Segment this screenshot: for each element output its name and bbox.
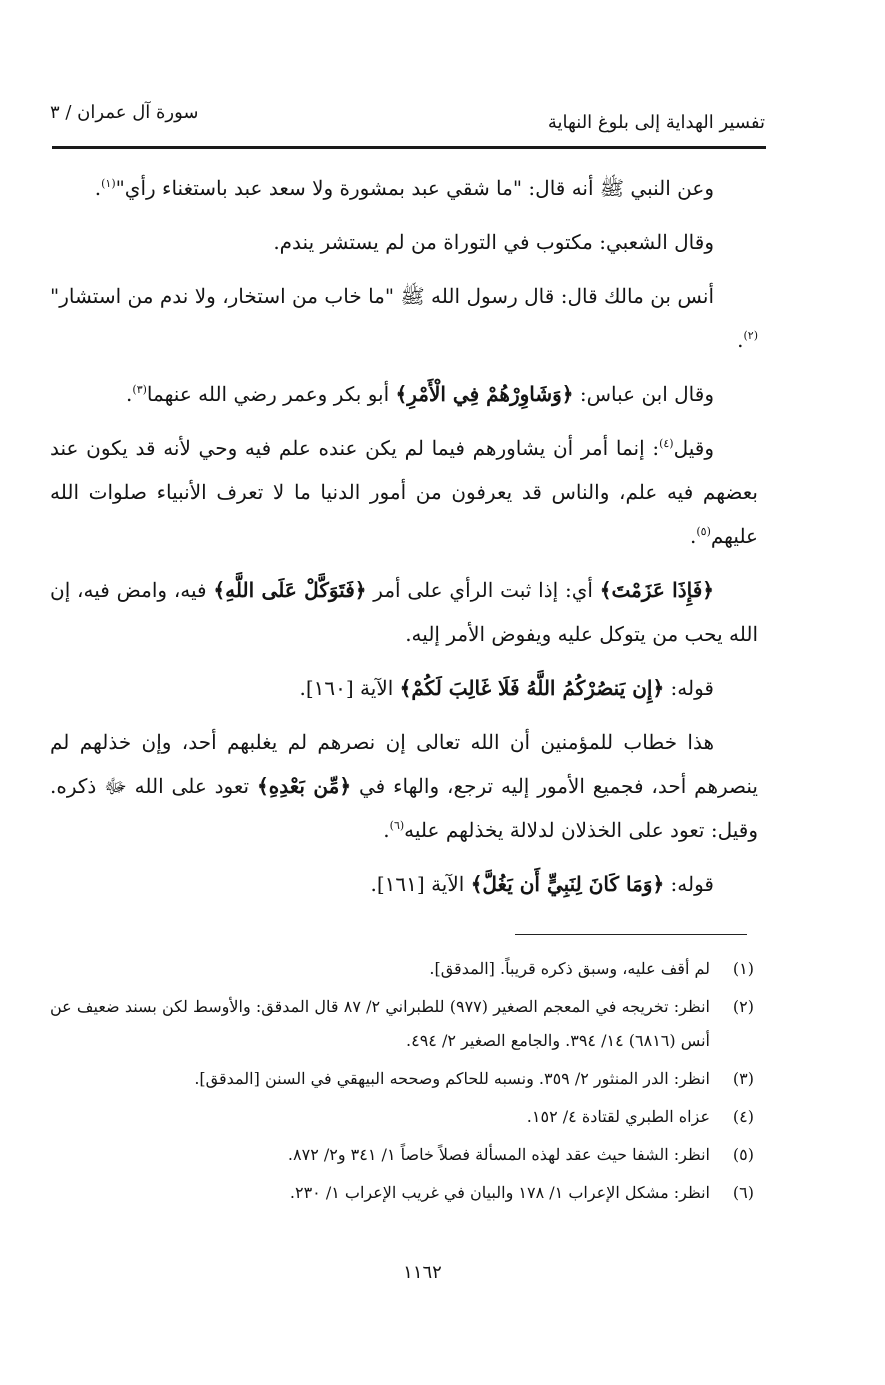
paragraph-text: الآية [١٦١]. — [370, 872, 471, 896]
quran-quote: ﴿فَتَوَكَّلْ عَلَى اللَّهِ﴾ — [213, 578, 367, 602]
paragraph-text: أنس بن مالك قال: قال رسول الله ﷺ "ما خاب من استخار، ولا ندم من استشار" — [50, 284, 715, 308]
punctuation: . — [737, 328, 744, 352]
punctuation: . — [690, 524, 697, 548]
header-divider — [52, 146, 766, 149]
paragraph-text: أبو بكر وعمر رضي الله عنهما — [146, 382, 396, 406]
quran-quote: ﴿فَإِذَا عَزَمْتَ﴾ — [599, 578, 714, 602]
footnote-item — [50, 1062, 758, 1096]
footnote-ref: (٢) — [743, 329, 758, 342]
paragraph-text: فيه، وامض فيه، إن الله يحب من يتوكل عليه ويفوض الأمر إليه. — [50, 578, 758, 646]
footnote-number: (٥) — [732, 1145, 754, 1164]
paragraph-1 — [50, 166, 758, 210]
paragraph-text: أي: إذا ثبت الرأي على أمر — [366, 578, 600, 602]
paragraph-8 — [50, 720, 758, 852]
paragraph-text: تعود على الله ﷻ ذكره. وقيل: تعود على الخذلان لدلالة يخذلهم عليه — [50, 774, 758, 842]
punctuation: . — [94, 176, 102, 200]
page-number: ١١٦٢ — [403, 1262, 442, 1283]
paragraph-4 — [50, 372, 758, 416]
footnote-number: (٦) — [732, 1183, 754, 1202]
paragraph-5 — [50, 426, 758, 558]
footnote-text: انظر: الشفا حيث عقد لهذه المسألة فصلاً خاصاً ١/ ٣٤١ و٢/ ٨٧٢. — [287, 1145, 710, 1164]
footnote-text: عزاه الطبري لقتادة ٤/ ١٥٢. — [526, 1107, 710, 1126]
running-header — [50, 100, 765, 142]
paragraph-7 — [50, 666, 758, 710]
footnote-text: انظر: مشكل الإعراب ١/ ١٧٨ والبيان في غريب الإعراب ١/ ٢٣٠. — [289, 1183, 710, 1202]
quran-quote: ﴿وَشَاوِرْهُمْ فِي الْأَمْرِ﴾ — [395, 382, 574, 406]
paragraph-9 — [50, 862, 758, 906]
footnotes — [50, 952, 758, 1214]
quran-quote: ﴿إِن يَنصُرْكُمُ اللَّهُ فَلَا غَالِبَ لَكُمْ﴾ — [399, 676, 665, 700]
footnote-ref: (٣) — [132, 383, 147, 396]
footnote-number: (٢) — [732, 997, 754, 1016]
punctuation: . — [126, 382, 133, 406]
book-title: تفسير الهداية إلى بلوغ النهاية — [547, 112, 765, 133]
footnote-item — [50, 952, 758, 986]
paragraph-6 — [50, 568, 758, 656]
paragraph-text: : إنما أمر أن يشاورهم فيما لم يكن عنده علم فيه وحي لأنه قد يكون عند بعضهم فيه علم، والناس قد يعرفون من أمور الدنيا ما لا تعرف الأنبياء صلوات الله عليهم — [50, 436, 758, 548]
footnote-ref: (٤) — [659, 437, 674, 450]
footnote-text: انظر: الدر المنثور ٢/ ٣٥٩. ونسبه للحاكم وصححه البيهقي في السنن [المدقق]. — [194, 1069, 710, 1088]
footnote-text: لم أقف عليه، وسبق ذكره قريباً. [المدقق]. — [429, 959, 710, 978]
paragraph-text: قوله: — [664, 676, 714, 700]
paragraph-text: الآية [١٦٠]. — [299, 676, 400, 700]
paragraph-text: قوله: — [664, 872, 714, 896]
footnote-item — [50, 1138, 758, 1172]
paragraph-3 — [50, 274, 758, 362]
paragraph-2 — [50, 220, 758, 264]
paragraph-text: وقال الشعبي: مكتوب في التوراة من لم يستشر يندم. — [273, 230, 714, 254]
paragraph-text: وعن النبي ﷺ أنه قال: "ما شقي عبد بمشورة ولا سعد عبد باستغناء رأي" — [115, 176, 714, 200]
footnote-text: انظر: تخريجه في المعجم الصغير (٩٧٧) للطبراني ٢/ ٨٧ قال المدقق: والأوسط لكن بسند ضعيف عن أنس (٦٨١٦) ١٤/ ٣٩٤. والجامع الصغير ٢/ ٤٩٤. — [50, 997, 711, 1050]
paragraph-text: هذا خطاب للمؤمنين أن الله تعالى إن نصرهم لم يغلبهم أحد، وإن خذلهم لم ينصرهم أحد، فجميع الأمور إليه ترجع، والهاء في — [50, 730, 758, 798]
paragraph-text: وقال ابن عباس: — [573, 382, 714, 406]
paragraph-text: وقيل — [673, 436, 714, 460]
footnote-number: (٣) — [732, 1069, 754, 1088]
footnote-item — [50, 1176, 758, 1210]
footnote-number: (١) — [732, 959, 754, 978]
quran-quote: ﴿مِّن بَعْدِهِ﴾ — [257, 774, 352, 798]
main-text — [50, 166, 758, 916]
footnote-ref: (٥) — [696, 525, 711, 538]
footnote-number: (٤) — [732, 1107, 754, 1126]
quran-quote: ﴿وَمَا كَانَ لِنَبِيٍّ أَن يَغُلَّ﴾ — [470, 872, 665, 896]
footnote-ref: (١) — [101, 177, 116, 190]
footnote-item — [50, 1100, 758, 1134]
footnote-item — [50, 990, 758, 1058]
footnote-divider — [515, 934, 747, 935]
footnote-ref: (٦) — [389, 819, 405, 832]
punctuation: . — [383, 818, 390, 842]
surah-label: سورة آل عمران / ٣ — [50, 102, 199, 123]
